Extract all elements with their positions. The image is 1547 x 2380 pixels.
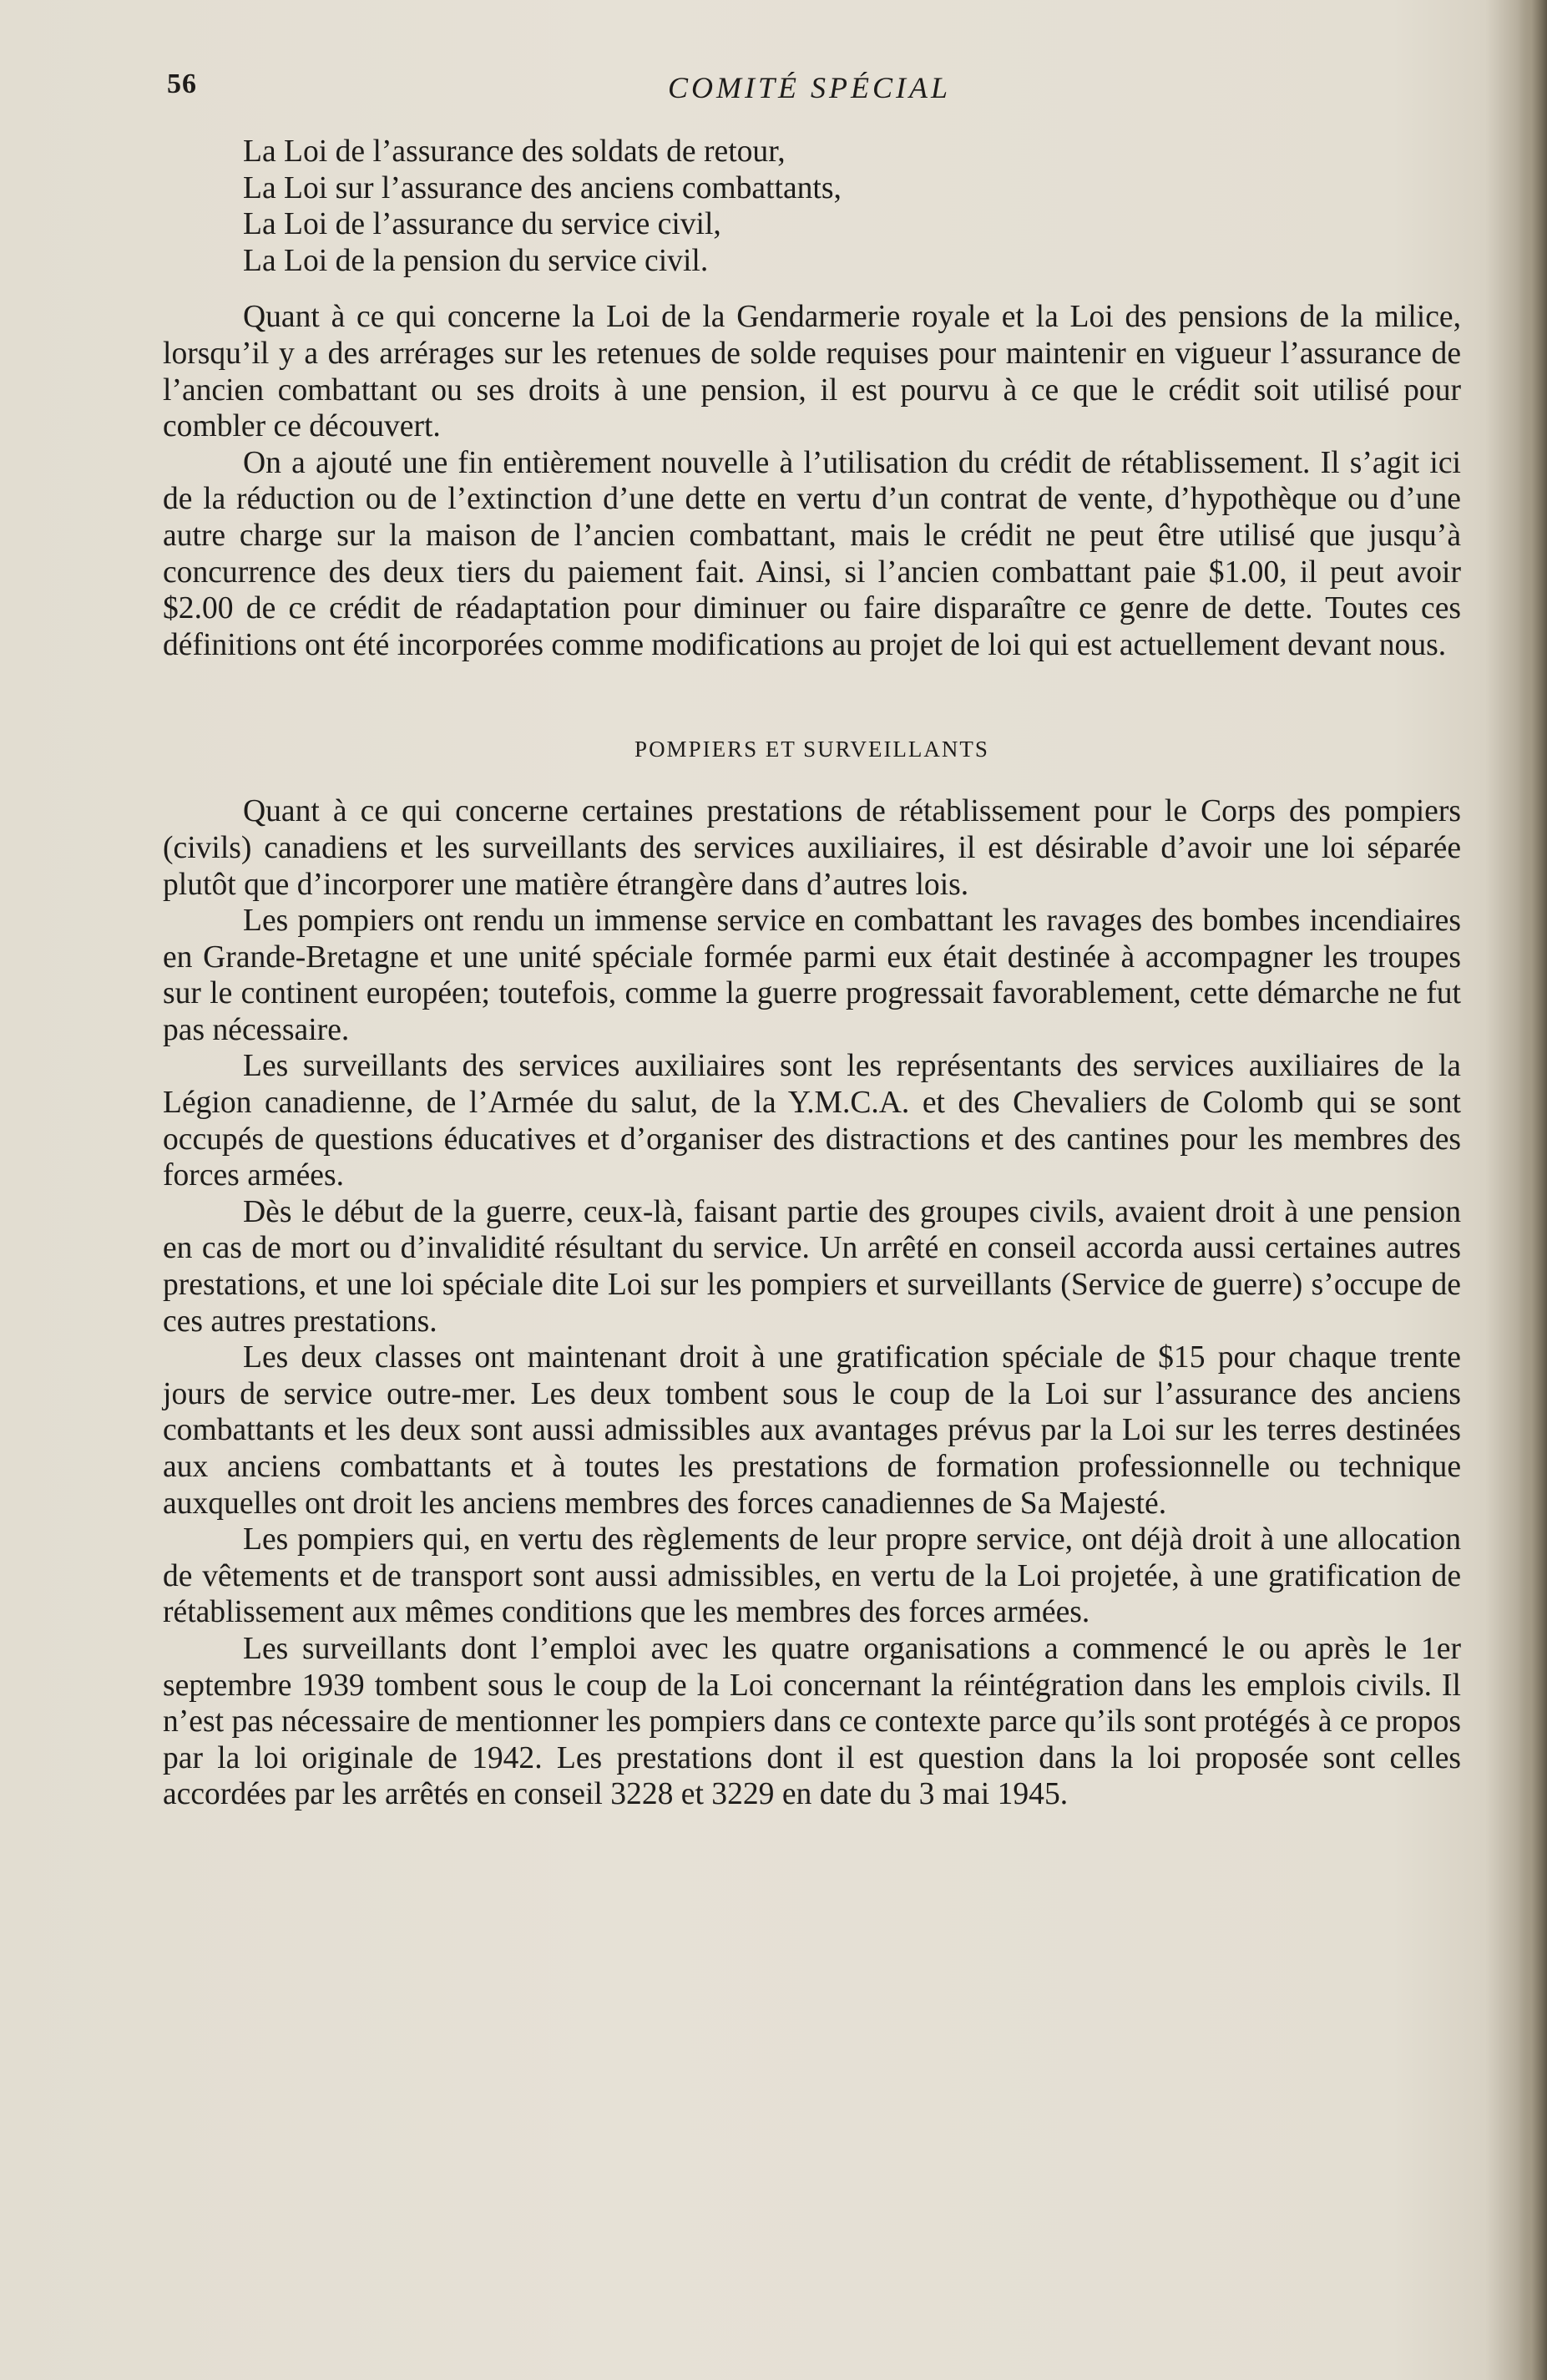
law-list-item: La Loi de l’assurance des soldats de retour, <box>243 134 786 169</box>
paragraph-pension-rights: Dès le début de la guerre, ceux-là, faisant partie des groupes civils, avaient droit à une pension en cas de mort ou d’invalidité résultant du service. Un arrêté en conseil accorda aussi certaines autres prestations, et une loi spéciale dite Loi sur les pompiers et surveillants (Service de guerre) s’occupe de ces autres prestations. <box>163 1194 1461 1339</box>
law-list-item: La Loi de l’assurance du service civil, <box>243 207 721 242</box>
law-list <box>243 134 1461 279</box>
paragraph-firefighters-allowance: Les pompiers qui, en vertu des règlements de leur propre service, ont déjà droit à une allocation de vêtements et de transport sont aussi admissibles, en vertu de la Loi projetée, à une gratification de rétablissement aux mêmes conditions que les membres des forces armées. <box>163 1522 1461 1630</box>
paragraph-gendarmerie-pensions: Quant à ce qui concerne la Loi de la Gendarmerie royale et la Loi des pensions de la milice, lorsqu’il y a des arrérages sur les retenues de solde requises pour maintenir en vigueur l’assurance de l’ancien combattant ou ses droits à une pension, il est pourvu à ce que le crédit soit utilisé pour combler ce découvert. <box>163 300 1461 444</box>
page-header <box>167 68 1453 110</box>
paragraph-special-gratuity: Les deux classes ont maintenant droit à une gratification spéciale de $15 pour chaque trente jours de service outre-mer. Les deux tombent sous le coup de la Loi sur l’assurance des anciens combattants et les deux sont aussi admissibles aux avantages prévus par la Loi sur les terres destinées aux anciens combattants et à toutes les prestations de formation professionnelle ou technique auxquelles ont droit les anciens membres des forces canadiennes de Sa Majesté. <box>163 1340 1461 1521</box>
running-title: COMITÉ SPÉCIAL <box>668 71 951 104</box>
paragraph-new-purpose-credit: On a ajouté une fin entièrement nouvelle à l’utilisation du crédit de rétablissement. Il s’agit ici de la réduction ou de l’extinction d’une dette en vertu d’un contrat de vente, d’hypothèque ou d’une autre charge sur la maison de l’ancien combattant, mais le crédit ne peut être utilisé que jusqu’à concurrence des deux tiers du paiement fait. Ainsi, si l’ancien combattant paie $1.00, il peut avoir $2.00 de ce crédit de réadaptation pour diminuer ou faire disparaître ce genre de dette. Toutes ces définitions ont été incorporées comme modifications au projet de loi qui est actuellement devant nous. <box>163 445 1461 662</box>
paragraph-reinstatement: Les surveillants dont l’emploi avec les quatre organisations a commencé le ou après le 1er septembre 1939 tombent sous le coup de la Loi concernant la réintégration dans les emplois civils. Il n’est pas nécessaire de mentionner les pompiers dans ce contexte parce qu’ils sont protégés à ce propos par la loi originale de 1942. Les prestations dont il est question dans la loi proposée sont celles accordées par les arrêtés en conseil 3228 et 3229 en date du 3 mai 1945. <box>163 1631 1461 1812</box>
section-heading: POMPIERS ET SURVEILLANTS <box>634 737 989 762</box>
page-edge-shadow <box>1519 0 1547 2380</box>
paragraph-firefighters-service: Les pompiers ont rendu un immense service en combattant les ravages des bombes incendiaires en Grande-Bretagne et une unité spéciale formée parmi eux était destinée à accompagner les troupes sur le continent européen; toutefois, comme la guerre progressait favorablement, cette démarche ne fut pas nécessaire. <box>163 904 1461 1047</box>
page-number: 56 <box>167 68 197 99</box>
page-body <box>163 134 1461 1813</box>
law-list-item: La Loi sur l’assurance des anciens combattants, <box>243 170 842 205</box>
paragraph-supervisors-definition: Les surveillants des services auxiliaires sont les représentants des services auxiliaires de la Légion canadienne, de l’Armée du salut, de la Y.M.C.A. et des Chevaliers de Colomb qui se sont occupés de questions éducatives et d’organiser des distractions et des cantines pour les membres des forces armées. <box>163 1049 1461 1193</box>
paragraph-separate-law: Quant à ce qui concerne certaines prestations de rétablissement pour le Corps des pompiers (civils) canadiens et les surveillants des services auxiliaires, il est désirable d’avoir une loi séparée plutôt que d’incorporer une matière étrangère dans d’autres lois. <box>163 794 1461 902</box>
law-list-item: La Loi de la pension du service civil. <box>243 243 709 278</box>
